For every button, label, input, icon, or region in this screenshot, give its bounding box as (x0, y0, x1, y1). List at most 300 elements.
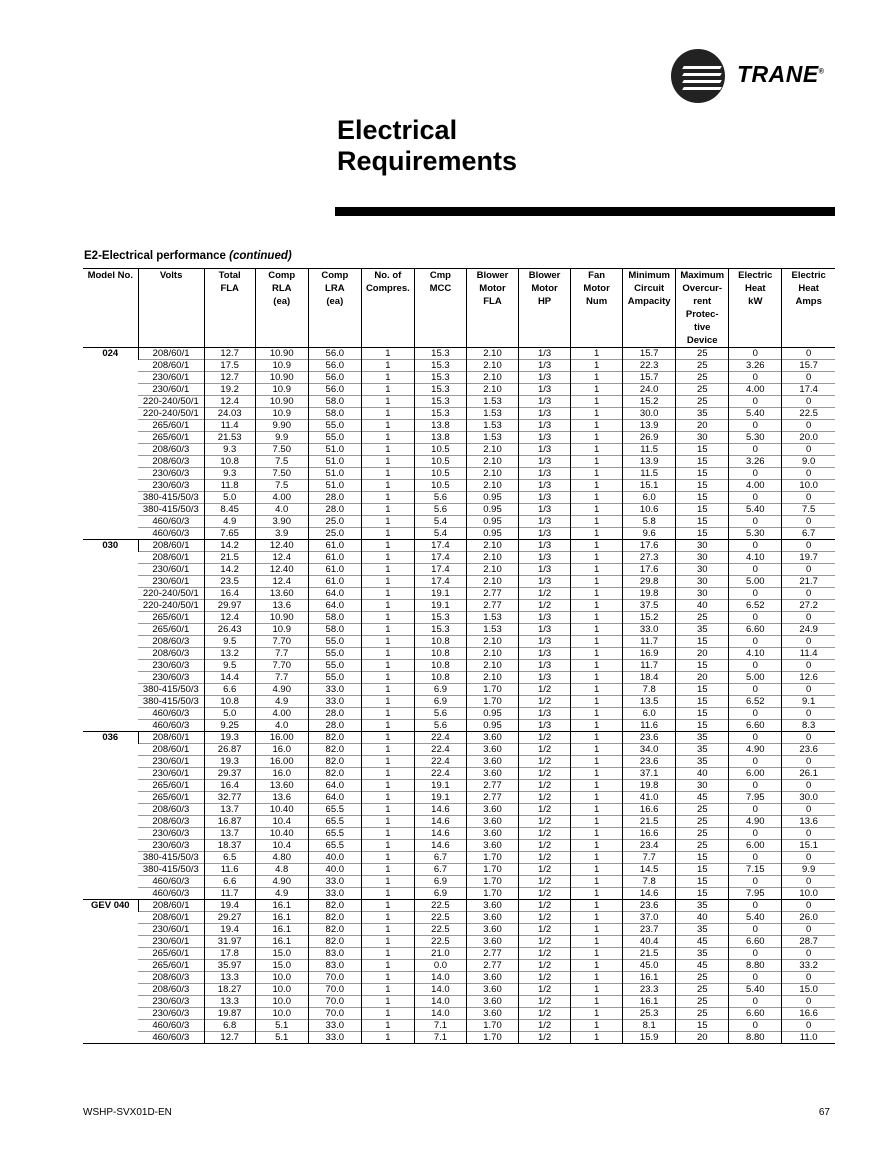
table-cell: 4.90 (255, 684, 308, 696)
table-cell: 460/60/3 (152, 888, 190, 899)
table-cell: 21.7 (782, 576, 835, 588)
table-cell: 0 (729, 1020, 782, 1032)
table-cell: 1 (571, 444, 623, 456)
table-cell: 1 (361, 612, 414, 624)
table-cell: 1 (361, 768, 414, 780)
table-cell: 11.0 (782, 1032, 835, 1044)
table-cell: 1 (571, 1008, 623, 1020)
table-cell: 13.5 (623, 696, 676, 708)
table-cell: 12.4 (204, 612, 255, 624)
table-row (83, 720, 835, 732)
table-cell: 27.3 (623, 552, 676, 564)
table-cell: 25.0 (308, 528, 361, 540)
table-cell: 3.60 (466, 732, 518, 744)
page-title-line-2: Requirements (337, 146, 518, 176)
table-cell: 3.60 (466, 1008, 518, 1020)
column-header-line: Electric (791, 270, 826, 281)
table-row (83, 504, 835, 516)
table-cell: 19.3 (204, 756, 255, 768)
table-cell: 3.60 (466, 816, 518, 828)
table-cell: 64.0 (308, 600, 361, 612)
table-cell: 1 (571, 348, 623, 360)
table-cell: 1 (361, 660, 414, 672)
table-cell: 1 (361, 732, 414, 744)
table-cell: 45 (676, 936, 729, 948)
table-cell: 0.95 (466, 708, 518, 720)
table-cell: 15.2 (623, 396, 676, 408)
model-number-cell: 036 (83, 732, 138, 900)
table-cell: 1 (361, 876, 414, 888)
table-row (83, 732, 835, 744)
table-cell: 2.10 (466, 648, 518, 660)
table-cell: 0 (729, 804, 782, 816)
table-cell: 15 (676, 480, 729, 492)
table-cell: 6.60 (729, 936, 782, 948)
column-header-line: No. of (374, 270, 402, 281)
table-cell: 7.1 (414, 1020, 466, 1032)
table-cell: 33.0 (308, 876, 361, 888)
table-cell: 12.40 (255, 540, 308, 552)
table-cell: 7.8 (623, 684, 676, 696)
table-cell: 15 (676, 660, 729, 672)
table-cell: 1 (571, 912, 623, 924)
table-cell: 30 (676, 588, 729, 600)
table-cell: 1/2 (519, 768, 571, 780)
table-cell: 9.6 (623, 528, 676, 540)
table-cell: 30 (676, 540, 729, 552)
table-cell: 1 (571, 456, 623, 468)
table-cell: 265/60/1 (152, 948, 190, 959)
table-cell: 35 (676, 624, 729, 636)
table-cell: 1 (361, 384, 414, 396)
table-cell: 1 (361, 960, 414, 972)
table-cell: 1/2 (519, 876, 571, 888)
table-cell: 35 (676, 408, 729, 420)
table-row (83, 756, 835, 768)
table-cell: 15.3 (414, 624, 466, 636)
table-cell: 1 (361, 696, 414, 708)
table-cell: 2.10 (466, 564, 518, 576)
table-cell: 17.8 (204, 948, 255, 960)
table-cell: 21.5 (623, 816, 676, 828)
table-cell: 35 (676, 732, 729, 744)
table-cell: 208/60/1 (152, 360, 190, 371)
table-cell: 15.3 (414, 396, 466, 408)
table-cell: 0 (782, 1020, 835, 1032)
table-cell: 1/2 (519, 1008, 571, 1020)
column-header-line: kW (748, 296, 763, 307)
trane-logo-mark (671, 49, 725, 103)
table-row (83, 444, 835, 456)
table-cell: 10.9 (255, 624, 308, 636)
table-cell: 6.7 (414, 864, 466, 876)
table-cell: 9.9 (255, 432, 308, 444)
table-cell: 21.5 (204, 552, 255, 564)
table-cell: 1 (361, 528, 414, 540)
table-cell: 1 (361, 756, 414, 768)
column-header-line: Heat (745, 283, 766, 294)
table-row (83, 768, 835, 780)
table-cell: 230/60/1 (152, 924, 190, 935)
table-cell: 1/2 (519, 828, 571, 840)
column-header-line: FLA (220, 283, 239, 294)
table-cell: 51.0 (308, 480, 361, 492)
table-cell: 65.5 (308, 828, 361, 840)
table-cell: 5.40 (729, 408, 782, 420)
table-cell: 0 (729, 732, 782, 744)
table-cell: 3.26 (729, 456, 782, 468)
table-cell: 16.1 (623, 972, 676, 984)
table-cell: 1 (361, 792, 414, 804)
table-cell: 1 (571, 636, 623, 648)
table-cell: 18.37 (204, 840, 255, 852)
table-cell: 1 (361, 828, 414, 840)
table-cell: 1 (571, 648, 623, 660)
table-cell: 23.6 (623, 756, 676, 768)
table-cell: 6.7 (782, 528, 835, 540)
table-cell: 2.77 (466, 960, 518, 972)
table-row (83, 468, 835, 480)
table-cell: 4.00 (255, 492, 308, 504)
column-header-line: Total (218, 270, 241, 281)
table-cell: 1 (361, 948, 414, 960)
table-cell: 208/60/1 (138, 900, 204, 912)
table-row (83, 852, 835, 864)
table-cell: 17.4 (414, 564, 466, 576)
table-cell: 16.0 (255, 744, 308, 756)
table-cell: 380-415/50/3 (142, 696, 199, 707)
table-cell: 1.70 (466, 1032, 518, 1044)
table-row (83, 828, 835, 840)
table-cell: 19.4 (204, 924, 255, 936)
column-header-line: Protec- (685, 309, 719, 320)
table-cell: 19.4 (204, 900, 255, 912)
table-cell: 0.95 (466, 504, 518, 516)
table-cell: 1.53 (466, 420, 518, 432)
table-cell: 6.6 (204, 684, 255, 696)
table-cell: 13.60 (255, 780, 308, 792)
table-row (83, 984, 835, 996)
table-cell: 265/60/1 (152, 420, 190, 431)
table-cell: 0.95 (466, 492, 518, 504)
table-cell: 3.60 (466, 828, 518, 840)
table-cell: 12.4 (255, 552, 308, 564)
table-cell: 30 (676, 780, 729, 792)
table-cell: 12.7 (204, 1032, 255, 1044)
table-cell: 1/3 (519, 492, 571, 504)
table-cell: 4.10 (729, 552, 782, 564)
table-cell: 18.4 (623, 672, 676, 684)
table-cell: 0 (729, 756, 782, 768)
table-cell: 13.3 (204, 972, 255, 984)
table-cell: 23.7 (623, 924, 676, 936)
table-cell: 15 (676, 456, 729, 468)
table-cell: 22.3 (623, 360, 676, 372)
table-cell: 15.0 (782, 984, 835, 996)
table-cell: 70.0 (308, 984, 361, 996)
table-cell: 1 (571, 600, 623, 612)
table-cell: 11.5 (623, 444, 676, 456)
table-cell: 0 (782, 900, 835, 912)
table-cell: 16.4 (204, 780, 255, 792)
table-cell: 1.70 (466, 1020, 518, 1032)
table-cell: 1 (571, 528, 623, 540)
model-number-cell: 024 (83, 348, 138, 540)
column-header-line: RLA (271, 283, 292, 294)
table-cell: 29.37 (204, 768, 255, 780)
table-cell: 3.60 (466, 804, 518, 816)
table-cell: 16.1 (623, 996, 676, 1008)
table-row (83, 576, 835, 588)
table-row (83, 660, 835, 672)
table-cell: 1 (571, 576, 623, 588)
table-cell: 19.8 (623, 588, 676, 600)
table-cell: 460/60/3 (152, 516, 190, 527)
table-cell: 4.90 (729, 744, 782, 756)
table-cell: 10.5 (414, 444, 466, 456)
table-cell: 15.3 (414, 360, 466, 372)
column-header (623, 269, 676, 348)
table-cell: 1 (361, 492, 414, 504)
table-cell: 9.5 (204, 660, 255, 672)
table-cell: 0 (729, 972, 782, 984)
table-cell: 14.6 (414, 840, 466, 852)
table-row (83, 792, 835, 804)
table-row (83, 816, 835, 828)
column-header (519, 269, 571, 348)
table-cell: 2.10 (466, 372, 518, 384)
table-cell: 1/2 (519, 996, 571, 1008)
table-cell: 10.5 (414, 480, 466, 492)
table-cell: 460/60/3 (152, 1020, 190, 1031)
table-cell: 1 (361, 504, 414, 516)
table-cell: 5.6 (414, 708, 466, 720)
table-cell: 1 (361, 912, 414, 924)
table-cell: 16.1 (255, 912, 308, 924)
table-cell: 12.7 (204, 372, 255, 384)
table-cell: 1/2 (519, 972, 571, 984)
table-row (83, 948, 835, 960)
table-cell: 460/60/3 (152, 1032, 190, 1043)
table-row (83, 684, 835, 696)
table-cell: 33.0 (308, 696, 361, 708)
table-cell: 13.60 (255, 588, 308, 600)
table-cell: 1 (361, 852, 414, 864)
table-cell: 0 (782, 444, 835, 456)
table-cell: 1 (571, 624, 623, 636)
table-cell: 10.90 (255, 348, 308, 360)
table-cell: 1/3 (519, 432, 571, 444)
footer-doc-id: WSHP-SVX01D-EN (83, 1107, 172, 1118)
table-cell: 45.0 (623, 960, 676, 972)
table-cell: 25.0 (308, 516, 361, 528)
table-cell: 1/2 (519, 840, 571, 852)
table-cell: 11.4 (782, 648, 835, 660)
table-cell: 8.80 (729, 960, 782, 972)
table-cell: 16.6 (623, 828, 676, 840)
table-body (83, 348, 835, 1044)
column-header-line: Blower (528, 270, 561, 281)
table-cell: 208/60/3 (152, 816, 190, 827)
table-row (83, 996, 835, 1008)
table-cell: 9.25 (204, 720, 255, 732)
table-cell: 33.0 (308, 1020, 361, 1032)
table-cell: 14.2 (204, 540, 255, 552)
table-cell: 16.6 (623, 804, 676, 816)
column-header-line: Blower (476, 270, 509, 281)
page-title-line-1: Electrical (337, 115, 458, 145)
table-cell: 6.0 (623, 708, 676, 720)
table-row (83, 636, 835, 648)
table-cell: 1 (571, 360, 623, 372)
table-row (83, 540, 835, 552)
table-cell: 22.5 (782, 408, 835, 420)
table-cell: 1.53 (466, 396, 518, 408)
table-cell: 0 (729, 348, 782, 360)
table-cell: 58.0 (308, 612, 361, 624)
table-cell: 17.4 (782, 384, 835, 396)
table-cell: 16.1 (255, 936, 308, 948)
table-cell: 1/3 (519, 624, 571, 636)
table-cell: 13.8 (414, 420, 466, 432)
table-cell: 64.0 (308, 780, 361, 792)
table-row (83, 480, 835, 492)
table-cell: 17.4 (414, 576, 466, 588)
column-header-line: (ea) (326, 296, 344, 307)
table-cell: 1 (571, 660, 623, 672)
table-cell: 61.0 (308, 552, 361, 564)
table-cell: 11.6 (204, 864, 255, 876)
table-cell: 15 (676, 708, 729, 720)
table-cell: 1/3 (519, 504, 571, 516)
table-cell: 82.0 (308, 924, 361, 936)
table-cell: 0 (729, 612, 782, 624)
table-cell: 25 (676, 360, 729, 372)
table-cell: 0 (729, 540, 782, 552)
table-cell: 24.03 (204, 408, 255, 420)
table-cell: 1/3 (519, 648, 571, 660)
table-row (83, 972, 835, 984)
table-cell: 208/60/1 (152, 744, 190, 755)
table-cell: 17.4 (414, 540, 466, 552)
table-cell: 22.5 (414, 900, 466, 912)
table-cell: 45 (676, 960, 729, 972)
table-cell: 7.70 (255, 660, 308, 672)
table-cell: 1/2 (519, 912, 571, 924)
table-cell: 6.60 (729, 720, 782, 732)
table-cell: 265/60/1 (152, 612, 190, 623)
table-cell: 6.9 (414, 696, 466, 708)
table-cell: 1 (571, 1020, 623, 1032)
table-cell: 460/60/3 (152, 876, 190, 887)
table-cell: 9.5 (204, 636, 255, 648)
table-cell: 0 (782, 564, 835, 576)
table-cell: 4.00 (729, 384, 782, 396)
table-cell: 230/60/1 (152, 756, 190, 767)
table-cell: 37.0 (623, 912, 676, 924)
table-cell: 10.90 (255, 612, 308, 624)
table-cell: 15 (676, 504, 729, 516)
table-cell: 5.40 (729, 912, 782, 924)
table-cell: 20 (676, 420, 729, 432)
table-cell: 37.5 (623, 600, 676, 612)
table-cell: 0 (782, 540, 835, 552)
table-cell: 6.5 (204, 852, 255, 864)
table-cell: 3.60 (466, 912, 518, 924)
table-cell: 20 (676, 672, 729, 684)
table-cell: 19.7 (782, 552, 835, 564)
table-cell: 1.53 (466, 408, 518, 420)
table-cell: 1 (571, 540, 623, 552)
table-cell: 6.60 (729, 624, 782, 636)
table-cell: 27.2 (782, 600, 835, 612)
table-cell: 208/60/3 (152, 636, 190, 647)
table-cell: 29.8 (623, 576, 676, 588)
table-cell: 12.7 (204, 348, 255, 360)
table-row (83, 528, 835, 540)
table-cell: 208/60/3 (152, 648, 190, 659)
table-cell: 1/3 (519, 372, 571, 384)
table-cell: 10.4 (255, 840, 308, 852)
table-cell: 30 (676, 552, 729, 564)
table-cell: 1/2 (519, 900, 571, 912)
table-cell: 0 (782, 828, 835, 840)
table-row (83, 1008, 835, 1020)
table-cell: 5.4 (414, 516, 466, 528)
table-cell: 13.7 (204, 804, 255, 816)
table-cell: 13.2 (204, 648, 255, 660)
table-cell: 25 (676, 972, 729, 984)
column-header-line: Fan (588, 270, 606, 281)
table-cell: 19.3 (204, 732, 255, 744)
table-cell: 55.0 (308, 660, 361, 672)
table-cell: 1 (571, 840, 623, 852)
table-cell: 1 (361, 516, 414, 528)
table-cell: 1/2 (519, 1032, 571, 1044)
table-cell: 1/2 (519, 984, 571, 996)
table-cell: 3.60 (466, 744, 518, 756)
table-cell: 21.53 (204, 432, 255, 444)
table-cell: 7.5 (255, 480, 308, 492)
table-cell: 1 (571, 936, 623, 948)
table-cell: 82.0 (308, 912, 361, 924)
table-cell: 1 (361, 348, 414, 360)
table-cell: 1 (361, 936, 414, 948)
table-cell: 1 (571, 780, 623, 792)
column-header (782, 269, 835, 348)
table-cell: 1 (571, 720, 623, 732)
column-header-line: Motor (479, 283, 506, 294)
table-row (83, 516, 835, 528)
table-cell: 1 (361, 1020, 414, 1032)
table-cell: 265/60/1 (152, 624, 190, 635)
table-cell: 1 (571, 924, 623, 936)
page-title (337, 115, 517, 177)
table-cell: 16.9 (623, 648, 676, 660)
table-cell: 6.00 (729, 840, 782, 852)
table-cell: 15.1 (623, 480, 676, 492)
table-row (83, 564, 835, 576)
column-header-line: Minimum (628, 270, 671, 281)
table-cell: 17.4 (414, 552, 466, 564)
table-cell: 10.8 (204, 456, 255, 468)
column-header-line: Heat (798, 283, 819, 294)
table-cell: 6.7 (414, 852, 466, 864)
table-cell: 7.70 (255, 636, 308, 648)
table-cell: 1/2 (519, 600, 571, 612)
table-cell: 1/2 (519, 816, 571, 828)
table-cell: 25 (676, 828, 729, 840)
